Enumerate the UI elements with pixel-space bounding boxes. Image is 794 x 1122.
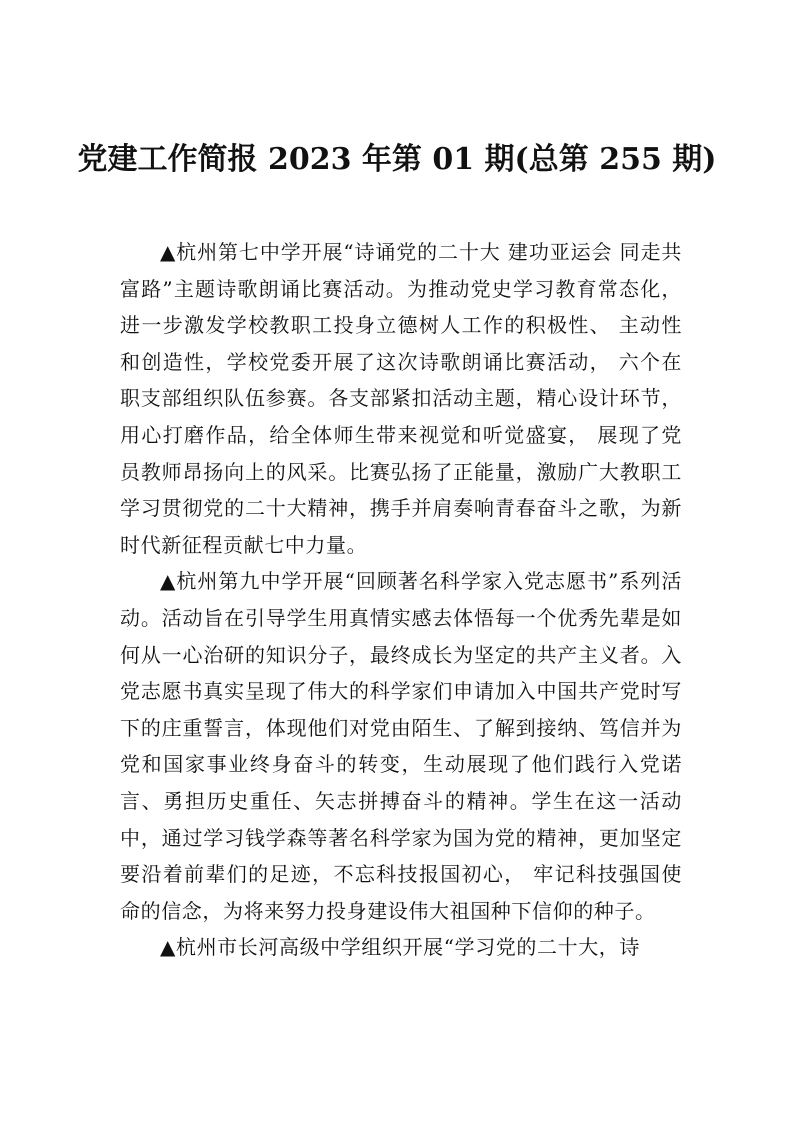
document-body	[120, 234, 682, 966]
paragraph-hangzhou-no7-school: ▲杭州第七中学开展“诗诵党的二十大 建功亚运会 同走共富路”主题诗歌朗诵比赛活动。为推动党史学习教育常态化，进一步激发学校教职工投身立德树人工作的积极性、 主动性和创造性，学校党委开展了这次诗歌朗诵比赛活动， 六个在职支部组织队伍参赛。各支部紧扣活动主题，精心设计环节，用心打磨作品，给全体师生带来视觉和听觉盛宴， 展现了党员教师昂扬向上的风采。比赛弘扬了正能量，激励广大教职工学习贯彻党的二十大精神，携手并肩奏响青春奋斗之歌，为新时代新征程贡献七中力量。	[120, 240, 682, 557]
paragraph-changhe-high-school: ▲杭州市长河高级中学组织开展“学习党的二十大，诗	[160, 935, 641, 960]
paragraph-hangzhou-no9-school: ▲杭州第九中学开展“回顾著名科学家入党志愿书”系列活动。活动旨在引导学生用真情实感去体悟每一个优秀先辈是如何从一心治研的知识分子，最终成长为坚定的共产主义者。入党志愿书真实呈现了伟大的科学家们申请加入中国共产党时写下的庄重誓言，体现他们对党由陌生、了解到接纳、笃信并为党和国家事业终身奋斗的转变，生动展现了他们践行入党诺言、勇担历史重任、矢志拼搏奋斗的精神。学生在这一活动中，通过学习钱学森等著名科学家为国为党的精神，更加坚定要沿着前辈们的足迹，不忘科技报国初心， 牢记科技强国使命的信念，为将来努力投身建设伟大祖国种下信仰的种子。	[120, 569, 682, 923]
document-title: 党建工作简报 2023 年第 01 期(总第 255 期)	[77, 142, 717, 177]
